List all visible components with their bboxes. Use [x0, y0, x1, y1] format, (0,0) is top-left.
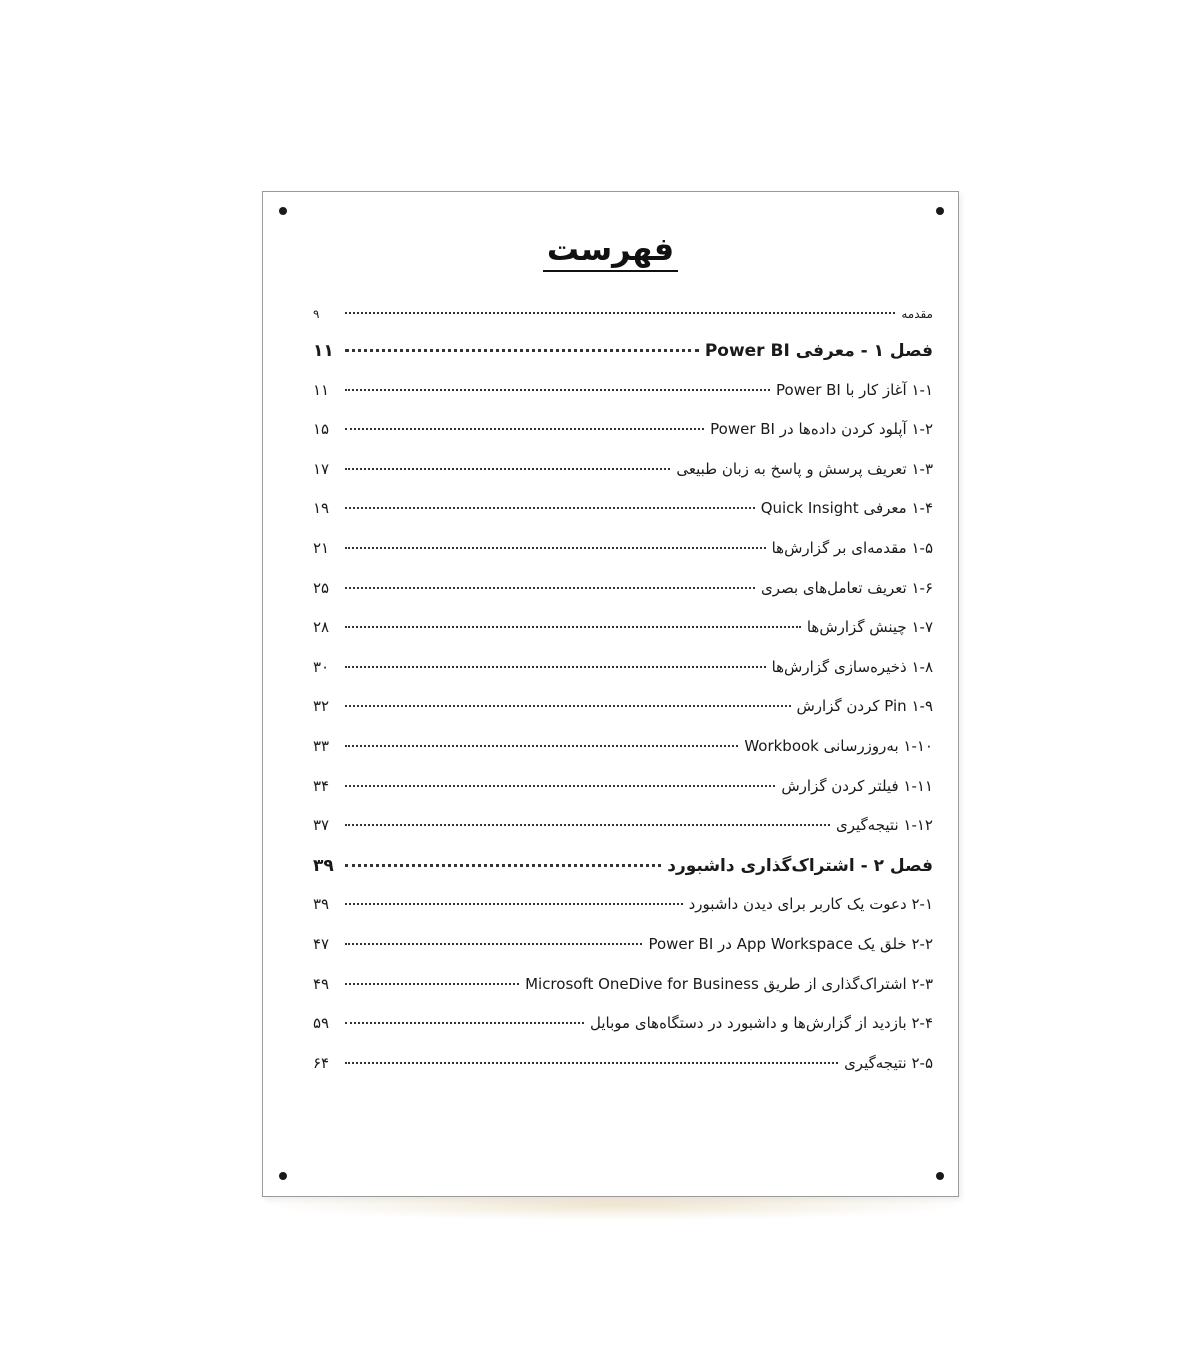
toc-entry-page: ۳۹: [313, 855, 334, 876]
dot-leader: [345, 428, 704, 430]
toc-entry: [313, 420, 933, 460]
dot-leader: [345, 349, 699, 352]
toc-entry-page: ۳۴: [313, 776, 330, 795]
toc-entry: [313, 737, 933, 777]
toc-entry-page: ۲۵: [313, 578, 330, 597]
toc-entry-label: ۲-۲ خلق یک App Workspace در Power BI: [648, 934, 933, 953]
toc-entry-label: فصل ۱ - معرفی Power BI: [704, 341, 933, 361]
dot-leader: [345, 903, 683, 905]
toc-entry-page: ۲۱: [313, 538, 330, 557]
dot-leader: [345, 983, 519, 985]
toc-entry: [313, 697, 933, 737]
dot-leader: [345, 626, 801, 628]
toc-entry-page: ۱۷: [313, 459, 330, 478]
toc-entry-intro: [313, 307, 933, 341]
toc-entry: [313, 816, 933, 856]
toc-entry: [313, 658, 933, 698]
toc-entry-page: ۹: [313, 307, 320, 321]
binder-hole-bottom-left: [279, 1172, 287, 1180]
toc-entry-page: ۶۴: [313, 1053, 330, 1072]
dot-leader: [345, 507, 755, 509]
toc-entry-label: ۱-۳ تعریف پرسش و پاسخ به زبان طبیعی: [676, 459, 933, 478]
toc-entry-page: ۱۹: [313, 499, 330, 518]
toc-entry-page: ۳۲: [313, 697, 330, 716]
toc-entry: [313, 1014, 933, 1054]
toc-entry: [313, 460, 933, 500]
toc-entry-label: ۱-۶ تعریف تعامل‌های بصری: [760, 578, 933, 597]
toc-entry: [313, 975, 933, 1015]
toc-entry-label: ۱-۷ چینش گزارش‌ها: [806, 618, 933, 637]
dot-leader: [345, 864, 661, 867]
toc-entry-page: ۱۵: [313, 420, 330, 439]
toc-entry: [313, 935, 933, 975]
dot-leader: [345, 666, 766, 668]
dot-leader: [345, 824, 830, 826]
toc-entry-label: ۱-۱۰ به‌روزرسانی Workbook: [744, 736, 933, 755]
toc-entry-label: مقدمه: [901, 307, 933, 321]
toc-entry-label: فصل ۲ - اشتراک‌گذاری داشبورد: [667, 855, 933, 876]
dot-leader: [345, 547, 766, 549]
toc-entry-label: ۲-۱ دعوت یک کاربر برای دیدن داشبورد: [688, 895, 933, 914]
dot-leader: [345, 312, 895, 314]
page-title-text: فهرست: [543, 230, 678, 272]
toc-entry-label: ۱-۹ Pin کردن گزارش: [796, 697, 933, 716]
toc-entry: [313, 579, 933, 619]
dot-leader: [345, 943, 642, 945]
toc-entry: [313, 499, 933, 539]
toc-entry-label: ۱-۲ آپلود کردن داده‌ها در Power BI: [710, 420, 933, 439]
toc-entry-page: ۳۷: [313, 816, 330, 835]
toc-entry-label: ۲-۳ اشتراک‌گذاری از طریق Microsoft OneDive for Business: [525, 974, 933, 993]
dot-leader: [345, 785, 775, 787]
toc-entry-label: ۱-۸ ذخیره‌سازی گزارش‌ها: [771, 657, 933, 676]
toc-chapter-2: [313, 856, 933, 896]
toc-entry: [313, 618, 933, 658]
dot-leader: [345, 705, 791, 707]
toc-entry: [313, 777, 933, 817]
dot-leader: [345, 587, 755, 589]
toc-entry-label: ۲-۴ بازدید از گزارش‌ها و داشبورد در دستگاه‌های موبایل: [590, 1014, 933, 1033]
dot-leader: [345, 745, 738, 747]
toc-entry-label: ۱-۱ آغاز کار با Power BI: [776, 380, 933, 399]
binder-hole-bottom-right: [936, 1172, 944, 1180]
toc-entry-label: ۱-۱۲ نتیجه‌گیری: [836, 816, 933, 835]
dot-leader: [345, 1022, 584, 1024]
toc-entry-page: ۵۹: [313, 1014, 330, 1033]
toc-entry: [313, 539, 933, 579]
dot-leader: [345, 1062, 838, 1064]
dot-leader: [345, 389, 770, 391]
toc-entry-page: ۱۱: [313, 380, 330, 399]
page-title: [263, 230, 958, 268]
toc-entry: [313, 381, 933, 421]
dot-leader: [345, 468, 670, 470]
toc-entry-label: ۲-۵ نتیجه‌گیری: [844, 1053, 933, 1072]
toc-entry-label: ۱-۱۱ فیلتر کردن گزارش: [781, 776, 933, 795]
toc-entry-label: ۱-۵ مقدمه‌ای بر گزارش‌ها: [771, 538, 933, 557]
toc-entry-page: ۳۰: [313, 657, 330, 676]
table-of-contents: [313, 307, 933, 1093]
toc-entry: [313, 1054, 933, 1094]
toc-chapter-1: [313, 341, 933, 381]
toc-entry-page: ۴۹: [313, 974, 330, 993]
book-page: [262, 191, 959, 1197]
toc-entry-page: ۳۹: [313, 895, 330, 914]
binder-hole-top-right: [936, 207, 944, 215]
toc-entry-page: ۳۳: [313, 736, 330, 755]
toc-entry-page: ۴۷: [313, 934, 330, 953]
toc-entry-label: ۱-۴ معرفی Quick Insight: [760, 499, 933, 518]
toc-entry-page: ۱۱: [313, 341, 334, 361]
toc-entry: [313, 895, 933, 935]
toc-entry-page: ۲۸: [313, 618, 330, 637]
binder-hole-top-left: [279, 207, 287, 215]
